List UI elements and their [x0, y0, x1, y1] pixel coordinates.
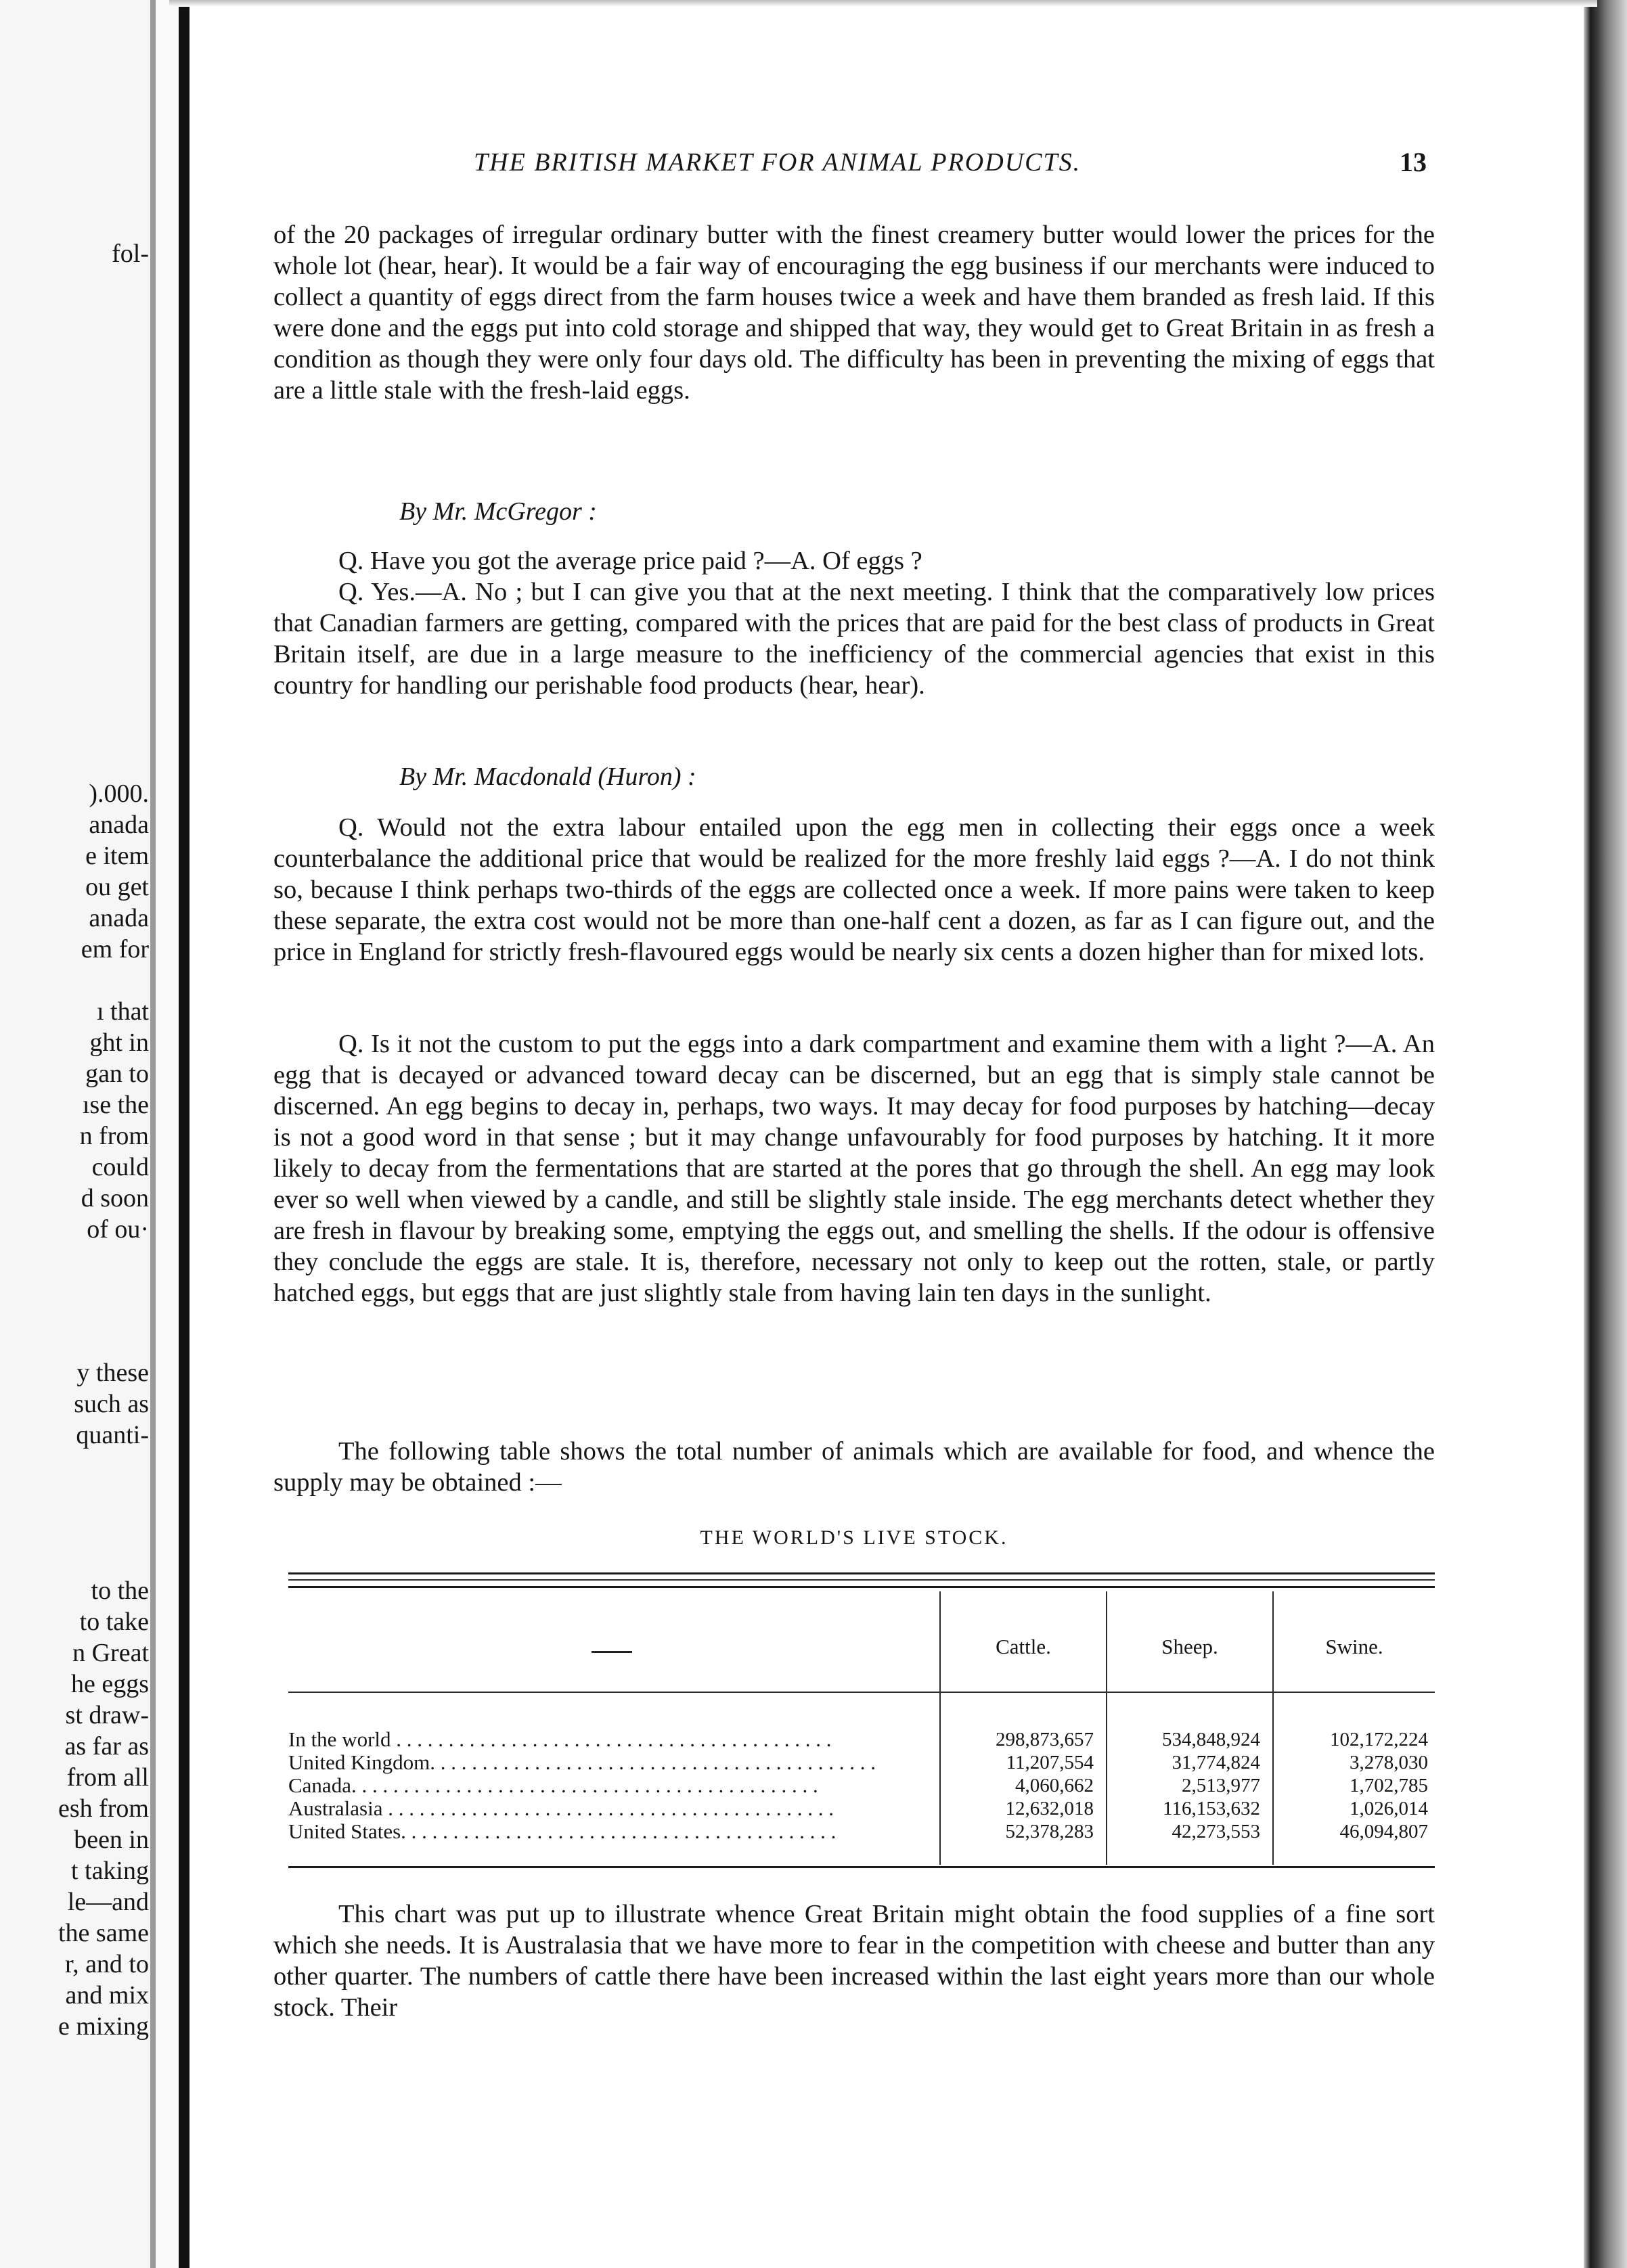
fragment-line: and mix — [65, 1981, 149, 2010]
fragment-line: esh from — [58, 1794, 149, 1823]
gutter — [156, 0, 179, 2268]
fragment-line: he eggs — [70, 1670, 149, 1698]
table-row-label — [288, 1728, 938, 1751]
question-average-price: Q. Have you got the average price paid ?—A. Of eggs ? — [338, 547, 922, 575]
row-label: United States — [288, 1820, 401, 1843]
fragment-line: n Great — [72, 1639, 149, 1667]
fragment-line: quanti- — [76, 1421, 149, 1449]
question-extra-labour: Q. Would not the extra labour entailed upon the egg men in collecting their eggs once a week counterbalance the additional price that would be realized for the more freshly laid eggs ?—A. I do not think so, because I think perhaps two-thirds of the eggs are collected once a week. If more pains were taken to keep these separate, the extra cost would not be more than one-half cent a dozen, as far as I can figure out, and the price in England for strictly fresh-flavoured eggs would be nearly six cents a dozen higher than for mixed lots. — [273, 813, 1435, 966]
cell-cattle: 12,632,018 — [1005, 1798, 1094, 1819]
row-label: United Kingdom — [288, 1751, 430, 1774]
table-caption: THE WORLD'S LIVE STOCK. — [700, 1526, 1008, 1549]
live-stock-table — [288, 1572, 1435, 1877]
fragment-line: ght in — [89, 1028, 149, 1057]
cell-swine: 1,026,014 — [1350, 1798, 1428, 1819]
fragment-line: gan to — [85, 1060, 149, 1088]
paragraph-table-intro: The following table shows the total number of animals which are available for food, and whence the supply may be obtained :— — [273, 1437, 1435, 1497]
fragment-line: anada — [89, 811, 149, 839]
cell-cattle: 11,207,554 — [1006, 1752, 1094, 1773]
fragment-line: em for — [81, 935, 149, 963]
cell-cattle: 52,378,283 — [1005, 1821, 1094, 1842]
cell-sheep: 534,848,924 — [1162, 1729, 1260, 1750]
cell-swine: 46,094,807 — [1339, 1821, 1428, 1842]
cell-cattle: 298,873,657 — [996, 1729, 1094, 1750]
table-top-rule-inner — [288, 1579, 1435, 1581]
header-swine: Swine. — [1325, 1635, 1383, 1658]
cell-sheep: 31,774,824 — [1172, 1752, 1260, 1773]
leader-dots: . . . . . . . . . . . . . . . . . . . . . . . . . . . . . . . . . . . . . . . . . . . — [382, 1797, 834, 1820]
header-cattle: Cattle. — [996, 1635, 1051, 1658]
fragment-line: fol- — [112, 240, 149, 268]
fragment-line: st draw- — [65, 1701, 149, 1729]
page-number: 13 — [1400, 147, 1427, 177]
table-row-label — [288, 1751, 938, 1774]
page-edge-shadow — [1584, 0, 1627, 2268]
fragment-line: ı that — [96, 997, 149, 1026]
facing-page — [0, 0, 150, 2268]
row-label: Canada — [288, 1774, 351, 1797]
leader-dots: . . . . . . . . . . . . . . . . . . . . . . . . . . . . . . . . . . . . . . . . . . — [391, 1728, 832, 1751]
question-yes-answer: Q. Yes.—A. No ; but I can give you that at the next meeting. I think that the comparatively low prices that Canadian farmers are getting, compared with the prices that are paid for the best class of products in Great Britain itself, are due in a large measure to the inefficiency of the commercial agencies that exist in this country for handling our perishable food products (hear, hear). — [273, 578, 1435, 700]
question-dark-compartment: Q. Is it not the custom to put the eggs into a dark compartment and examine them with a light ?—A. An egg that is decayed or advanced toward decay can be discerned, but an egg that is simply stale cannot be discerned. An egg begins to decay in, perhaps, two ways. It may decay for food purposes by hatching—decay is not a good word in that sense ; but it may change unfavourably for food purposes by hatching. It it more likely to decay from the fermentations that are started at the pores that go through the shell. An egg may look ever so well when viewed by a candle, and still be slightly stale inside. The egg merchants detect whether they are fresh in flavour by breaking some, emptying the eggs out, and smelling the shells. If the odour is offensive they conclude the eggs are stale. It is, therefore, necessary not only to keep out the rotten, stale, or partly hatched eggs, but eggs that are just slightly stale from having lain ten days in the sunlight. — [273, 1030, 1435, 1307]
fragment-line: e item — [85, 842, 149, 870]
fragment-line: the same — [58, 1919, 149, 1947]
page-top-edge — [169, 0, 1597, 7]
fragment-line: been in — [74, 1825, 149, 1854]
fragment-line: as far as — [64, 1732, 149, 1761]
header-rule — [288, 1692, 1435, 1693]
byline-mcgregor: By Mr. McGregor : — [399, 497, 597, 526]
fragment-line: le—and — [67, 1888, 149, 1916]
facing-page-fragment-d — [14, 1575, 149, 2042]
table-row-label — [288, 1820, 938, 1843]
cell-cattle: 4,060,662 — [1015, 1775, 1094, 1796]
fragment-line: could — [91, 1153, 149, 1181]
fragment-line: d soon — [81, 1184, 149, 1212]
fragment-line: ıse the — [82, 1091, 149, 1119]
table-row-label — [288, 1774, 938, 1797]
cell-swine: 102,172,224 — [1330, 1729, 1428, 1750]
cell-swine: 3,278,030 — [1350, 1752, 1428, 1773]
table-bottom-rule — [288, 1866, 1435, 1868]
header-sheep: Sheep. — [1161, 1635, 1218, 1658]
fragment-line — [14, 965, 149, 996]
row-label: Australasia — [288, 1797, 383, 1820]
table-top-rule — [288, 1572, 1435, 1574]
row-label: In the world — [288, 1728, 391, 1751]
fragment-line: ou get — [85, 873, 149, 901]
fragment-line: y these — [76, 1359, 149, 1387]
fragment-line: from all — [66, 1763, 149, 1792]
leader-dots: . . . . . . . . . . . . . . . . . . . . . . . . . . . . . . . . . . . . . . . . . . . . . — [351, 1774, 818, 1797]
fragment-line: t taking — [70, 1857, 149, 1885]
leader-dots: . . . . . . . . . . . . . . . . . . . . . . . . . . . . . . . . . . . . . . . . . . . — [430, 1751, 876, 1774]
leader-dots: . . . . . . . . . . . . . . . . . . . . . . . . . . . . . . . . . . . . . . . . . . — [401, 1820, 837, 1843]
table-top-rule-second — [288, 1586, 1435, 1588]
cell-sheep: 116,153,632 — [1163, 1798, 1260, 1819]
fragment-line: to take — [79, 1608, 149, 1636]
fragment-line: such as — [74, 1390, 149, 1418]
paragraph-butter-eggs: of the 20 packages of irregular ordinary butter with the finest creamery butter would lower the prices for the whole lot (hear, hear). It would be a fair way of encouraging the egg business if our merchants were induced to collect a quantity of eggs direct from the farm houses twice a week and have them branded as fresh laid. If this were done and the eggs put into cold storage and shipped that way, they would get to Great Britain in as fresh a condition as though they were only four days old. The difficulty has been in preventing the mixing of eggs that are a little stale with the fresh-laid eggs. — [273, 221, 1435, 405]
fragment-line: anada — [89, 904, 149, 932]
fragment-line: ).000. — [89, 779, 149, 808]
facing-page-fragment-a — [14, 238, 149, 269]
stub-header-dash — [592, 1651, 632, 1653]
table-row-label — [288, 1797, 938, 1820]
fragment-line: r, and to — [64, 1950, 149, 1978]
fragment-line: n from — [79, 1122, 149, 1150]
facing-page-edge — [150, 0, 156, 2268]
cell-sheep: 2,513,977 — [1182, 1775, 1260, 1796]
fragment-line: of ou· — [87, 1215, 149, 1244]
cell-swine: 1,702,785 — [1350, 1775, 1428, 1796]
running-head: THE BRITISH MARKET FOR ANIMAL PRODUCTS. — [474, 148, 1082, 177]
facing-page-fragment-b — [14, 778, 149, 1245]
cell-sheep: 42,273,553 — [1172, 1821, 1260, 1842]
fragment-line: to the — [91, 1577, 149, 1605]
paragraph-chart-explanation: This chart was put up to illustrate whence Great Britain might obtain the food supplies of a fine sort which she needs. It is Australasia that we have more to fear in the competition with cheese and butter than any other quarter. The numbers of cattle there have been increased within the last eight years more than our whole stock. Their — [273, 1900, 1435, 2022]
fragment-line: e mixing — [58, 2012, 149, 2041]
book-spine — [179, 0, 190, 2268]
byline-macdonald: By Mr. Macdonald (Huron) : — [399, 763, 696, 791]
facing-page-fragment-c — [14, 1357, 149, 1451]
